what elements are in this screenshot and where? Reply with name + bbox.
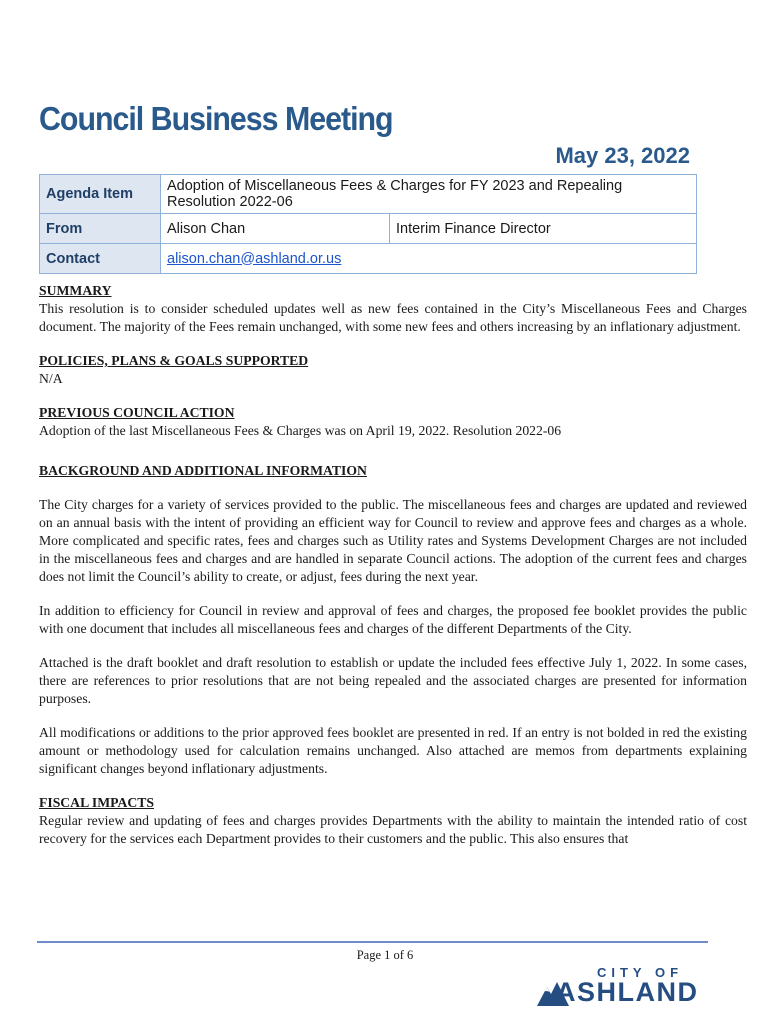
logo-city-of-text: CITY OF	[596, 965, 684, 980]
contact-label: Contact	[40, 244, 161, 274]
from-title: Interim Finance Director	[390, 214, 697, 244]
policies-heading: POLICIES, PLANS & GOALS SUPPORTED	[39, 353, 309, 368]
background-heading: BACKGROUND AND ADDITIONAL INFORMATION	[39, 463, 367, 478]
agenda-item-value: Adoption of Miscellaneous Fees & Charges for FY 2023 and Repealing Resolution 2022-06	[161, 175, 697, 214]
policies-text: N/A	[39, 371, 63, 386]
city-of-ashland-logo	[536, 965, 706, 1009]
meeting-date: May 23, 2022	[555, 143, 690, 168]
footer-divider	[37, 941, 708, 943]
background-paragraph: In addition to efficiency for Council in review and approval of fees and charges, the proposed fee booklet provides the public with one document that includes all miscellaneous fees and charges of the different Departments of the City.	[39, 603, 747, 636]
fiscal-text: Regular review and updating of fees and charges provides Departments with the ability to maintain the intended ratio of cost recovery for the services each Department provides to their customers and the public. This also ensures that	[39, 813, 747, 846]
from-row	[40, 214, 697, 244]
fiscal-heading: FISCAL IMPACTS	[39, 795, 154, 810]
summary-heading: SUMMARY	[39, 283, 112, 298]
agenda-item-label: Agenda Item	[40, 175, 161, 214]
previous-action-heading: PREVIOUS COUNCIL ACTION	[39, 405, 235, 420]
agenda-info-table	[39, 174, 697, 274]
page-title: Council Business Meeting	[39, 100, 393, 137]
background-paragraph: Attached is the draft booklet and draft resolution to establish or update the included fees effective July 1, 2022. In some cases, there are references to prior resolutions that are not being repealed and the associated charges are presented for information purposes.	[39, 655, 747, 706]
from-name: Alison Chan	[161, 214, 390, 244]
previous-action-text: Adoption of the last Miscellaneous Fees & Charges was on April 19, 2022. Resolution 2022-06	[39, 423, 562, 438]
from-label: From	[40, 214, 161, 244]
agenda-row	[40, 175, 697, 214]
logo-ashland-text: ASHLAND	[556, 977, 699, 1007]
summary-text: This resolution is to consider scheduled updates well as new fees contained in the City’s Miscellaneous Fees and Charges document. The majority of the Fees remain unchanged, with some new fees and others increasing by an inflationary adjustment.	[39, 301, 747, 334]
background-paragraph: All modifications or additions to the prior approved fees booklet are presented in red. If an entry is not bolded in red the existing amount or methodology used for calculation remains unchanged. Also attached are memos from departments explaining significant changes beyond inflationary adjustments.	[39, 725, 747, 776]
contact-cell	[161, 244, 697, 274]
contact-email-link[interactable]: alison.chan@ashland.or.us	[167, 250, 342, 267]
document-body	[39, 282, 747, 848]
contact-row	[40, 244, 697, 274]
background-paragraph: The City charges for a variety of services provided to the public. The miscellaneous fees and charges are updated and reviewed on an annual basis with the intent of providing an efficient way for Council to review and approve fees and charges as a whole. More complicated and specific rates, fees and charges such as Utility rates and Systems Development Charges are not included in the miscellaneous fees and charges and are handled in separate Council actions. The adoption of the current fees and charges does not limit the Council’s ability to create, or adjust, fees during the next year.	[39, 497, 747, 584]
page-number: Page 1 of 6	[356, 948, 414, 962]
